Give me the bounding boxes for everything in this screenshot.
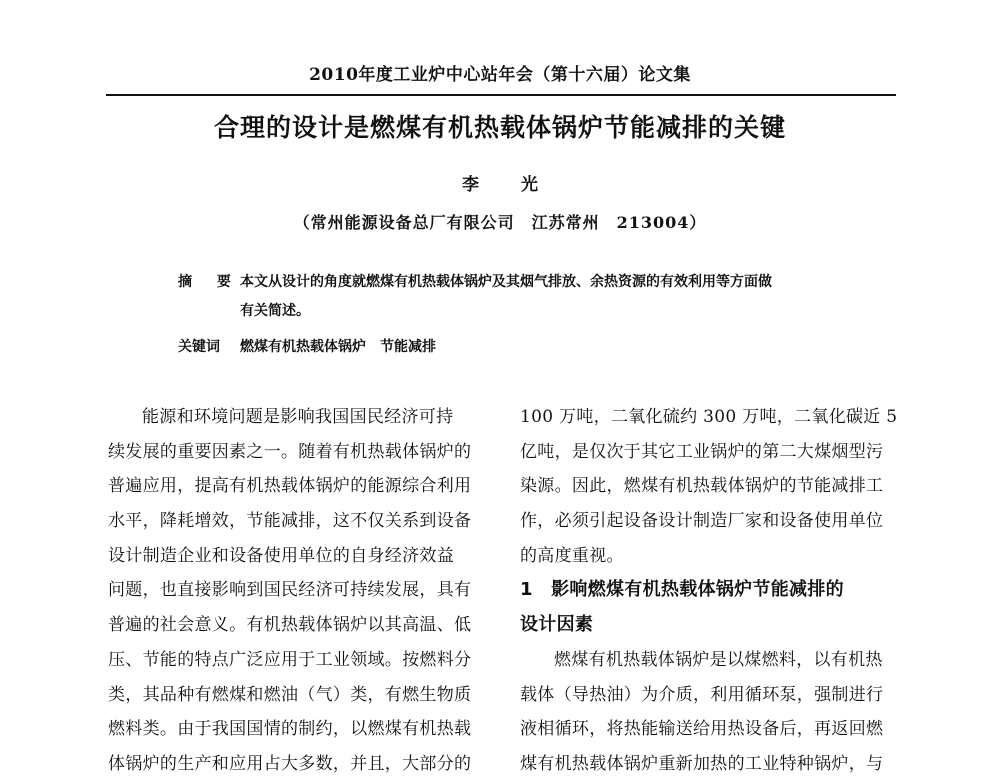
body-line: 载体（导热油）为介质，利用循环泵，强制进行 <box>520 684 884 705</box>
keywords <box>178 336 838 356</box>
body-line: 燃煤有机热载体锅炉是以煤燃料，以有机热 <box>554 649 883 670</box>
section-heading: 设计因素 <box>520 614 594 636</box>
body-line: 水平，降耗增效，节能减排，这不仅关系到设备 <box>108 511 472 532</box>
body-line: 压、节能的特点广泛应用于工业领域。按燃料分 <box>108 649 472 670</box>
abstract-line: 有关简述。 <box>240 303 310 319</box>
body-line: 液相循环，将热能输送给用热设备后，再返回燃 <box>520 719 884 740</box>
paper-title: 合理的设计是燃煤有机热载体锅炉节能减排的关键 <box>213 113 786 142</box>
author: 李 光 <box>462 175 556 195</box>
running-header: 2010年度工业炉中心站年会（第十六届）论文集 <box>309 65 691 85</box>
left-column <box>108 400 488 782</box>
affiliation: （常州能源设备总厂有限公司 江苏常州 213004） <box>293 213 707 232</box>
body-line: 类，其品种有燃煤和燃油（气）类，有燃生物质 <box>108 684 472 705</box>
body-line: 染源。因此，燃煤有机热载体锅炉的节能减排工 <box>520 476 884 497</box>
abstract-line: 本文从设计的角度就燃煤有机热载体锅炉及其烟气排放、余热资源的有效利用等方面做 <box>240 274 772 290</box>
body-line: 能源和环境问题是影响我国国民经济可持 <box>142 407 454 427</box>
abstract-label: 摘 要 <box>178 274 241 290</box>
body-line: 问题，也直接影响到国民经济可持续发展，具有 <box>108 580 472 601</box>
body-line: 设计制造企业和设备使用单位的自身经济效益 <box>108 545 454 566</box>
header-rule <box>106 94 896 96</box>
body-line: 煤有机热载体锅炉重新加热的工业特种锅炉，与 <box>520 753 884 774</box>
abstract-row-2 <box>178 297 838 326</box>
body-line: 100 万吨，二氧化硫约 300 万吨，二氧化碳近 5 <box>520 407 898 427</box>
body-line: 普遍的社会意义。有机热载体锅炉以其高温、低 <box>108 615 472 636</box>
body-line: 续发展的重要因素之一。随着有机热载体锅炉的 <box>108 441 472 462</box>
body-line: 的高度重视。 <box>520 545 624 566</box>
body-line: 普遍应用，提高有机热载体锅炉的能源综合利用 <box>108 476 472 497</box>
body-line: 体锅炉的生产和应用占大多数，并且，大部分的 <box>108 753 472 774</box>
abstract <box>178 268 838 326</box>
body-line: 亿吨，是仅次于其它工业锅炉的第二大煤烟型污 <box>520 441 884 462</box>
keywords-label: 关键词 <box>178 339 220 355</box>
body-line: 燃料类。由于我国国情的制约，以燃煤有机热载 <box>108 719 472 740</box>
body-line: 作，必须引起设备设计制造厂家和设备使用单位 <box>520 511 884 532</box>
abstract-row-1 <box>178 268 838 297</box>
section-heading: 1 影响燃煤有机热载体锅炉节能减排的 <box>520 579 844 601</box>
keywords-text: 燃煤有机热载体锅炉 节能减排 <box>240 339 436 355</box>
right-column <box>520 400 900 782</box>
